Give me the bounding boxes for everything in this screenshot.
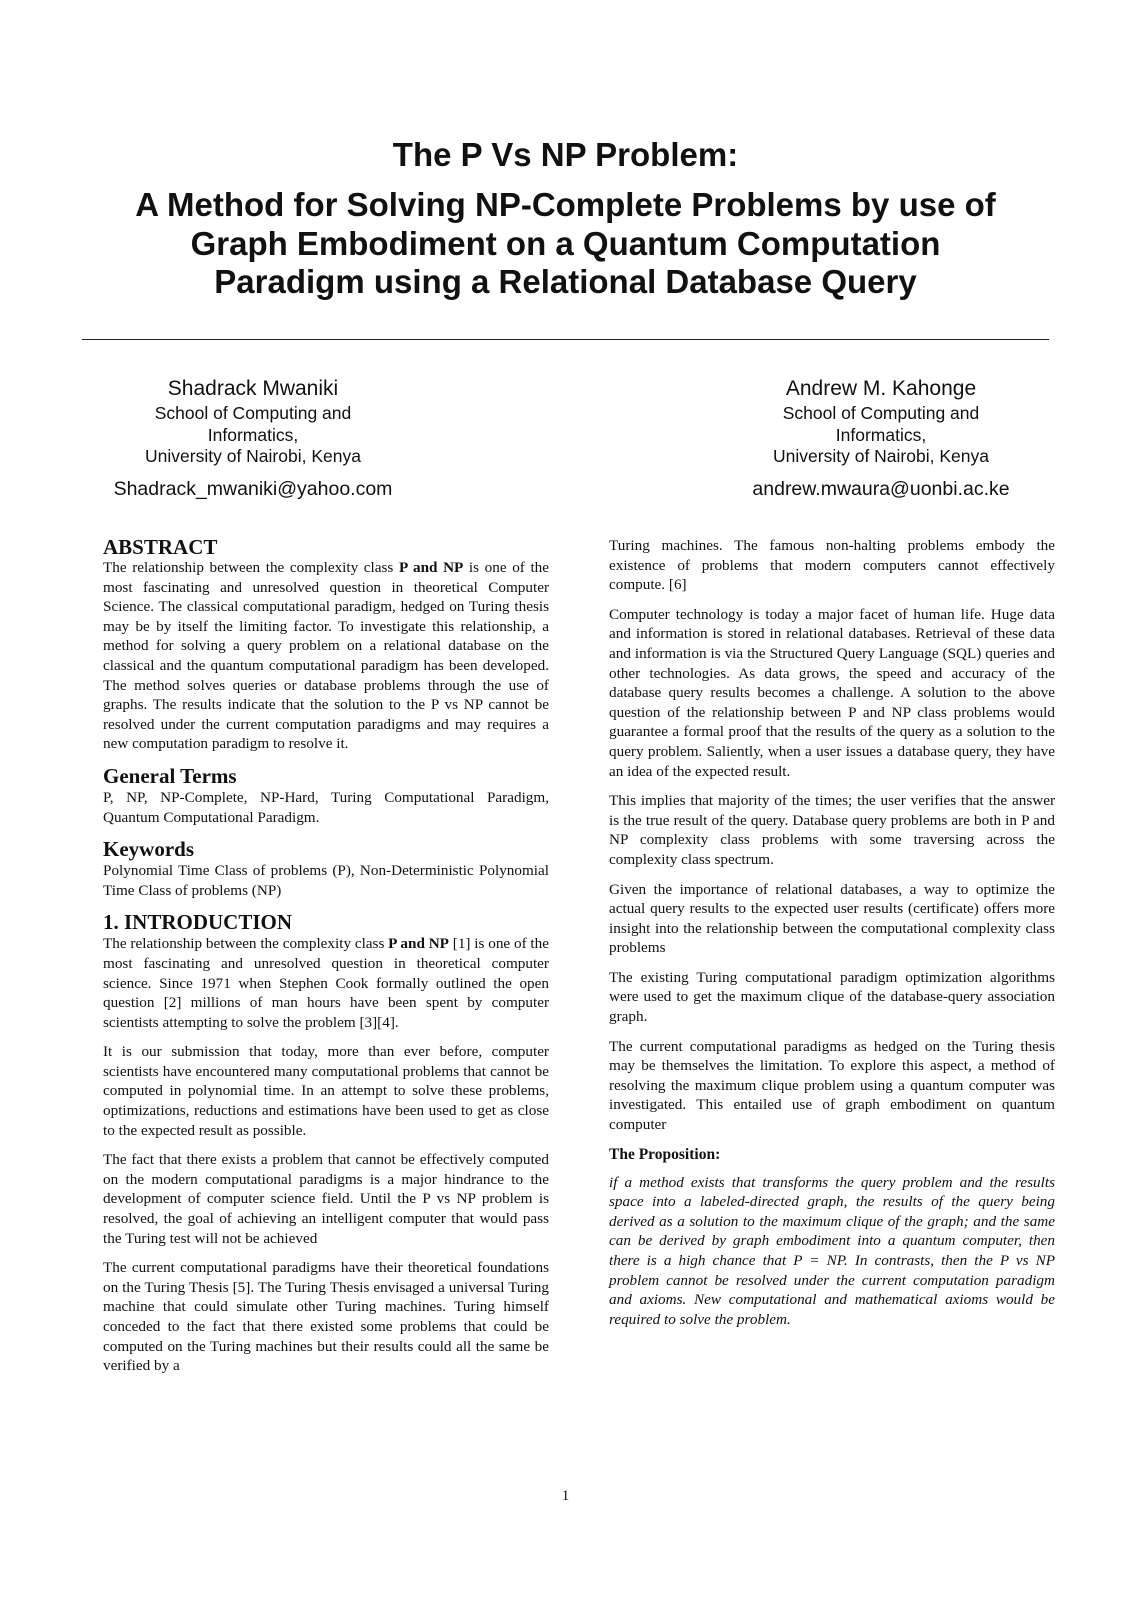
body-paragraph-1: Turing machines. The famous non-halting problems embody the existence of problems that modern computers cannot effectively compute. [6] <box>609 537 1055 594</box>
introduction-paragraph-4: The current computational paradigms have their theoretical foundations on the Turing Thesis [5]. The Turing Thesis envisaged a universal Turing machine that could simulate other Turing machines. Turing himself conceded to the fact that there existed some problems that could be computed on the Turing machines but their results could all the same be verified by a <box>103 1259 549 1375</box>
author-block-1 <box>53 375 453 502</box>
paper-title-line2: A Method for Solving NP-Complete Problems by use of <box>135 186 996 223</box>
author-affiliation-line2: Informatics, <box>207 424 299 445</box>
introduction-paragraph-3: The fact that there exists a problem that cannot be effectively computed on the modern computational paradigms is a major hindrance to the development of computer science field. Until the P vs NP problem is resolved, the goal of achieving an intelligent computer that would pass the Turing test will not be achieved <box>103 1151 549 1247</box>
keywords-text: Polynomial Time Class of problems (P), Non-Deterministic Polynomial Time Class of problems (NP) <box>103 862 549 899</box>
body-paragraph-4: Given the importance of relational databases, a way to optimize the actual query results to the expected user results (certificate) offers more insight into the relationship between the computational complexity class problems <box>609 880 1055 957</box>
keywords-heading: Keywords <box>103 837 194 862</box>
author-block-2 <box>681 375 1081 502</box>
proposition-heading: The Proposition: <box>609 1145 721 1163</box>
introduction-bold-term: P and NP <box>388 935 449 953</box>
author-email[interactable]: andrew.mwaura@uonbi.ac.ke <box>752 477 1010 500</box>
paper-title-line1: The P Vs NP Problem: <box>392 136 739 173</box>
body-paragraph-6: The current computational paradigms as hedged on the Turing thesis may be themselves the limitation. To explore this aspect, a method of resolving the maximum clique problem using a quantum computer was investigated. This entailed use of graph embodiment on quantum computer <box>609 1037 1055 1134</box>
body-paragraph-2: Computer technology is today a major facet of human life. Huge data and information is stored in relational databases. Retrieval of these data and information is via the Structured Query Language (SQL) queries and other technologies. As data grows, the speed and accuracy of the database query results becomes a challenge. A solution to the above question of the relationship between P and NP class problems would guarantee a formal proof that the results of the query as a solution to the query problem. Saliently, when a user issues a database query, they have an idea of the expected result. <box>609 605 1055 780</box>
left-column <box>103 536 549 1386</box>
author-name: Andrew M. Kahonge <box>785 377 977 400</box>
author-affiliation-line3: University of Nairobi, Kenya <box>773 446 989 466</box>
general-terms-text: P, NP, NP-Complete, NP-Hard, Turing Computational Paradigm, Quantum Computational Paradigm. <box>103 788 549 826</box>
abstract-bold-term: P and NP <box>398 559 464 576</box>
abstract-heading: ABSTRACT <box>103 535 218 559</box>
author-affiliation-line1: School of Computing and <box>782 403 980 423</box>
title-divider <box>82 339 1049 340</box>
page-number: 1 <box>561 1488 570 1504</box>
author-affiliation-line1: School of Computing and <box>154 403 352 423</box>
paper-title-main <box>60 186 1071 302</box>
author-name: Shadrack Mwaniki <box>167 377 339 400</box>
proposition-text: if a method exists that transforms the query problem and the results space into a labeled-directed graph, the results of the query being derived as a solution to the maximum clique of the graph; and the same can be derived by graph embodiment into a quantum computer, then there is a high chance that P = NP. In contrasts, then the P vs NP problem cannot be resolved under the current computation paradigm and axioms. New computational and mathematical axioms would be required to solve the problem. <box>609 1173 1055 1328</box>
introduction-heading: 1. INTRODUCTION <box>103 910 293 935</box>
author-affiliation-line3: University of Nairobi, Kenya <box>145 446 361 466</box>
author-email[interactable]: Shadrack_mwaniki@yahoo.com <box>113 477 393 500</box>
paper-title-line4: Paradigm using a Relational Database Query <box>214 263 917 300</box>
right-column <box>609 536 1055 1339</box>
paper-title-line3: Graph Embodiment on a Quantum Computation <box>190 224 941 262</box>
abstract-text: The relationship between the complexity class P and NP is one of the most fascinating and unresolved question in theoretical Computer Science. The classical computational paradigm, hedged on Turing thesis may be by itself the limiting factor. To investigate this relationship, a method for solving a query problem on a relational database on the classical and the quantum computational paradigm has been developed. The method solves queries or database problems through the use of graphs. The results indicate that the solution to the P vs NP cannot be resolved under the current computation paradigms and may requires a new computation paradigm to resolve it. <box>103 559 550 753</box>
body-paragraph-3: This implies that majority of the times; the user verifies that the answer is the true result of the query. Database query problems are both in P and NP complexity class problems with some traversing across the complexity class spectrum. <box>609 792 1055 868</box>
body-paragraph-5: The existing Turing computational paradigm optimization algorithms were used to get the maximum clique of the database-query association graph. <box>609 968 1055 1026</box>
introduction-paragraph-1: The relationship between the complexity class P and NP [1] is one of the most fascinating and unresolved question in theoretical computer science. Since 1971 when Stephen Cook formally outlined the open question [2] millions of man hours have been spent by computer scientists attempting to solve the problem [3][4]. <box>103 935 549 1031</box>
introduction-paragraph-2: It is our submission that today, more than ever before, computer scientists have encountered many computational problems that cannot be computed in polynomial time. In an attempt to solve these problems, optimizations, reductions and estimations have been used to get as close to the expected result as possible. <box>103 1043 549 1139</box>
general-terms-heading: General Terms <box>103 763 237 788</box>
author-affiliation-line2: Informatics, <box>835 424 927 445</box>
